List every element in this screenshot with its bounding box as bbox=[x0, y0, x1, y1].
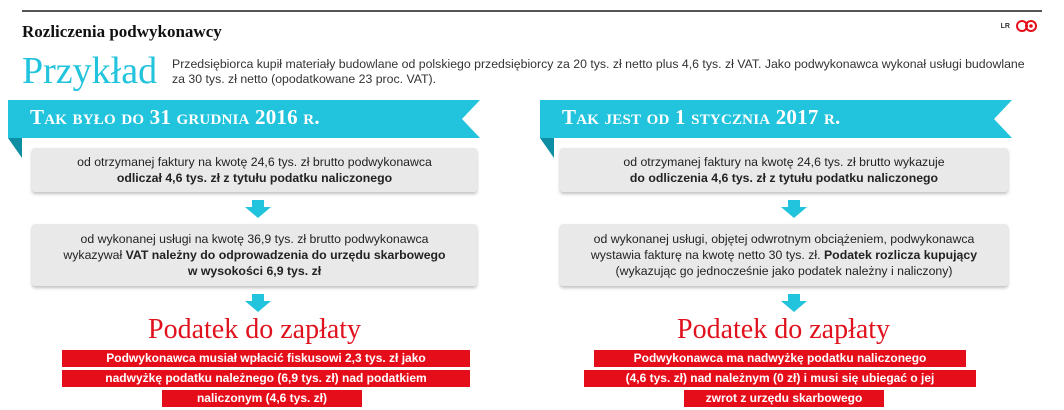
left-box-invoice bbox=[32, 148, 477, 192]
left-box2-line1: od wykonanej usługi na kwotę 36,9 tys. zł brutto podwykonawca bbox=[80, 232, 429, 246]
example-label: Przykład bbox=[22, 50, 158, 92]
right-box-service bbox=[560, 224, 1008, 286]
down-arrow-icon bbox=[245, 200, 271, 218]
right-box2-bold: Podatek rozlicza kupujący bbox=[823, 248, 978, 262]
left-column bbox=[0, 100, 505, 410]
right-box1-line2 bbox=[560, 170, 1008, 186]
credit bbox=[1001, 20, 1042, 32]
left-box2-bold2: w wysokości 6,9 tys. zł bbox=[187, 264, 322, 278]
left-tax-line: naliczonym (4,6 tys. zł) bbox=[162, 390, 362, 407]
left-box-service bbox=[32, 224, 477, 286]
left-box2-bold: VAT należny do odprowadzenia do urzędu skarbowego bbox=[125, 248, 446, 262]
right-banner-text: Tak jest od 1 stycznia 2017 r. bbox=[562, 105, 841, 129]
right-tax-line: (4,6 tys. zł) nad należnym (0 zł) i musi się ubiegać o jej bbox=[584, 370, 976, 387]
down-arrow-icon bbox=[781, 294, 807, 312]
down-arrow-icon bbox=[245, 294, 271, 312]
right-box2-line3: (wykazując go jednocześnie jako podatek należny i naliczony) bbox=[615, 264, 953, 278]
left-tax-line: Podwykonawca musiał wpłacić fiskusowi 2,3 tys. zł jako bbox=[62, 350, 470, 367]
top-rule bbox=[22, 10, 1042, 12]
right-banner bbox=[532, 100, 1012, 140]
left-banner bbox=[0, 100, 480, 140]
right-tax-title: Podatek do zapłaty bbox=[677, 314, 891, 345]
left-box1-bold: odliczał 4,6 tys. zł z tytułu podatku naliczonego bbox=[116, 171, 393, 185]
down-arrow-icon bbox=[781, 200, 807, 218]
dgp-logo-icon bbox=[1016, 20, 1042, 32]
right-box-invoice bbox=[560, 148, 1008, 192]
left-box2-line2 bbox=[32, 247, 477, 263]
right-tax-line: zwrot z urzędu skarbowego bbox=[684, 390, 884, 407]
example-text: Przedsiębiorca kupił materiały budowlane od polskiego przedsiębiorcy za 20 tys. zł netto plus 4,6 tys. zł VAT. Jako podwykonawca wykonał usługi budowlane za 30 tys. zł netto (opodatkowane 23 proc. VAT). bbox=[172, 57, 1025, 86]
right-box2-line2 bbox=[560, 247, 1008, 263]
right-tax-line: Podwykonawca ma nadwyżkę podatku naliczonego bbox=[594, 350, 966, 367]
right-box1-bold: do odliczenia 4,6 tys. zł z tytułu podatku naliczonego bbox=[629, 171, 939, 185]
right-box2-plain: wystawia fakturę na kwotę netto 30 tys. zł. bbox=[590, 248, 821, 262]
left-box2-plain: wykazywał bbox=[63, 248, 123, 262]
left-box1-line2 bbox=[32, 170, 477, 186]
author-initials: LR bbox=[1000, 22, 1010, 30]
left-tax-title: Podatek do zapłaty bbox=[148, 314, 362, 345]
page-title: Rozliczenia podwykonawcy bbox=[22, 22, 222, 41]
right-column bbox=[532, 100, 1037, 410]
left-tax-line: nadwyżkę podatku należnego (6,9 tys. zł) nad podatkiem bbox=[62, 370, 470, 387]
right-box1-line1: od otrzymanej faktury na kwotę 24,6 tys. zł brutto wykazuje bbox=[623, 155, 945, 169]
left-box1-line1: od otrzymanej faktury na kwotę 24,6 tys. zł brutto podwykonawca bbox=[77, 155, 432, 169]
left-banner-text: Tak było do 31 grudnia 2016 r. bbox=[30, 105, 320, 129]
left-box2-line3 bbox=[32, 263, 477, 279]
right-box2-line1: od wykonanej usługi, objętej odwrotnym obciążeniem, podwykonawca bbox=[593, 232, 975, 246]
